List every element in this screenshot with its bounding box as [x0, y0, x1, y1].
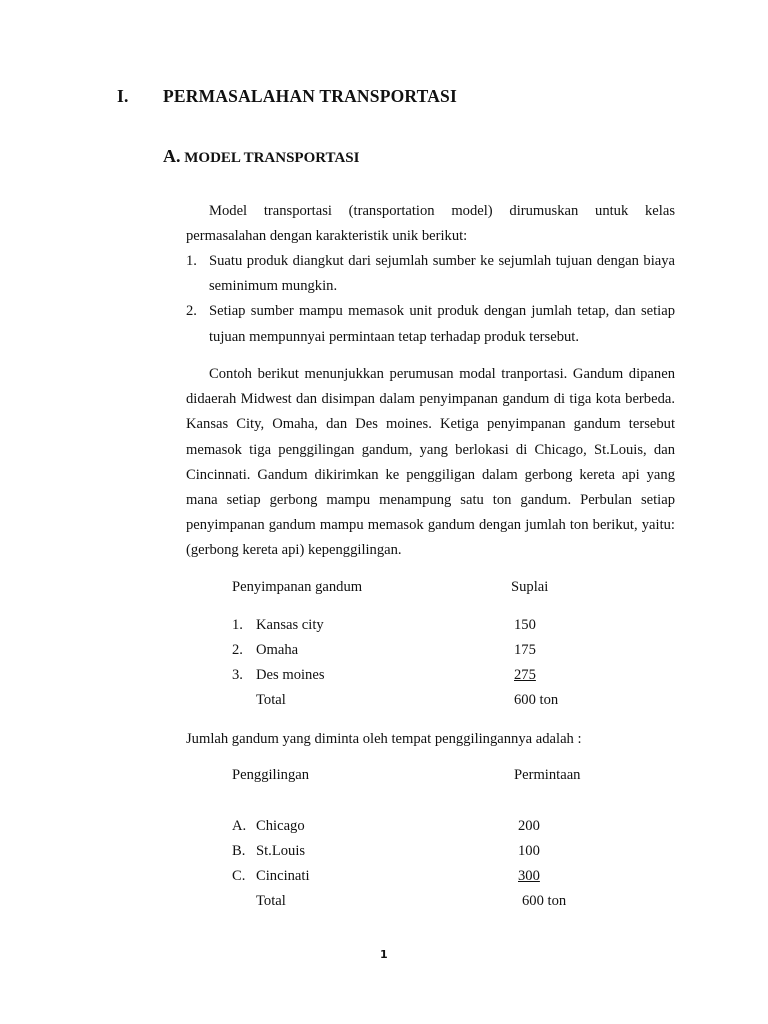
demand-header-demand: Permintaan: [514, 767, 581, 783]
demand-row-name: Chicago: [256, 818, 305, 834]
supply-header-storage: Penyimpanan gandum: [232, 579, 363, 595]
supply-row-value: 275: [514, 667, 536, 683]
demand-total-label: Total: [256, 893, 286, 909]
list-item: [186, 299, 675, 349]
supply-row-value: 150: [514, 617, 536, 633]
supply-row-name: Kansas city: [256, 617, 324, 633]
page-number: 1: [380, 948, 388, 961]
list-item: [186, 249, 675, 299]
supply-total-value: 600 ton: [514, 692, 559, 708]
demand-row-index: C.: [232, 868, 246, 884]
supply-header-supply: Suplai: [511, 579, 549, 595]
demand-row-index: A.: [232, 818, 247, 834]
demand-intro: Jumlah gandum yang diminta oleh tempat penggilingannya adalah :: [186, 731, 582, 747]
subsection-heading: [163, 146, 359, 167]
supply-row-index: 3.: [232, 667, 243, 683]
list-item-number: 1.: [186, 253, 197, 269]
demand-row-name: St.Louis: [256, 843, 306, 859]
demand-header-mill: Penggilingan: [232, 767, 310, 783]
section-number: I.: [117, 86, 129, 106]
example-paragraph: Contoh berikut menunjukkan perumusan modal tranportasi. Gandum dipanen didaerah Midwest dan disimpan dalam penyimpanan gandum di tiga kota berbeda. Kansas City, Omaha, dan Des moines. Ketiga penyimpanan gandum tersebut memasok tiga penggilingan gandum, yang berlokasi di Chicago, St.Louis, dan Cincinnati. Gandum dikirimkan ke penggiligan dalam gerbong kereta api yang mana setiap gerbong mampu menampung satu ton gandum. Perbulan setiap penyimpanan gandum mampu memasok gandum dengan jumlah ton berikut, yaitu: (gerbong kereta api) kepenggilingan.: [186, 366, 675, 559]
supply-row-index: 2.: [232, 642, 243, 658]
demand-row-name: Cincinati: [256, 868, 310, 884]
supply-row-value: 175: [514, 642, 536, 658]
characteristics-list: [186, 249, 675, 350]
subsection-letter: A.: [163, 146, 181, 166]
supply-total-label: Total: [256, 692, 286, 708]
demand-row-value: 100: [518, 843, 540, 859]
section-title: PERMASALAHAN TRANSPORTASI: [163, 86, 457, 106]
intro-paragraph: Model transportasi (transportation model) dirumuskan untuk kelas permasalahan dengan karakteristik unik berikut:: [186, 203, 675, 245]
demand-row-value: 200: [518, 818, 540, 834]
list-item-text: Setiap sumber mampu memasok unit produk dengan jumlah tetap, dan setiap tujuan mempunnyai permintaan tetap terhadap produk tersebut.: [209, 303, 675, 345]
demand-total-value: 600 ton: [522, 893, 567, 909]
subsection-title: MODEL TRANSPORTASI: [184, 150, 360, 166]
supply-row-name: Des moines: [256, 667, 325, 683]
demand-row-index: B.: [232, 843, 246, 859]
supply-row-index: 1.: [232, 617, 243, 633]
list-item-number: 2.: [186, 303, 197, 320]
supply-row-name: Omaha: [256, 642, 299, 658]
list-item-text: Suatu produk diangkut dari sejumlah sumber ke sejumlah tujuan dengan biaya seminimum mungkin.: [209, 253, 675, 295]
demand-row-value: 300: [518, 868, 540, 884]
